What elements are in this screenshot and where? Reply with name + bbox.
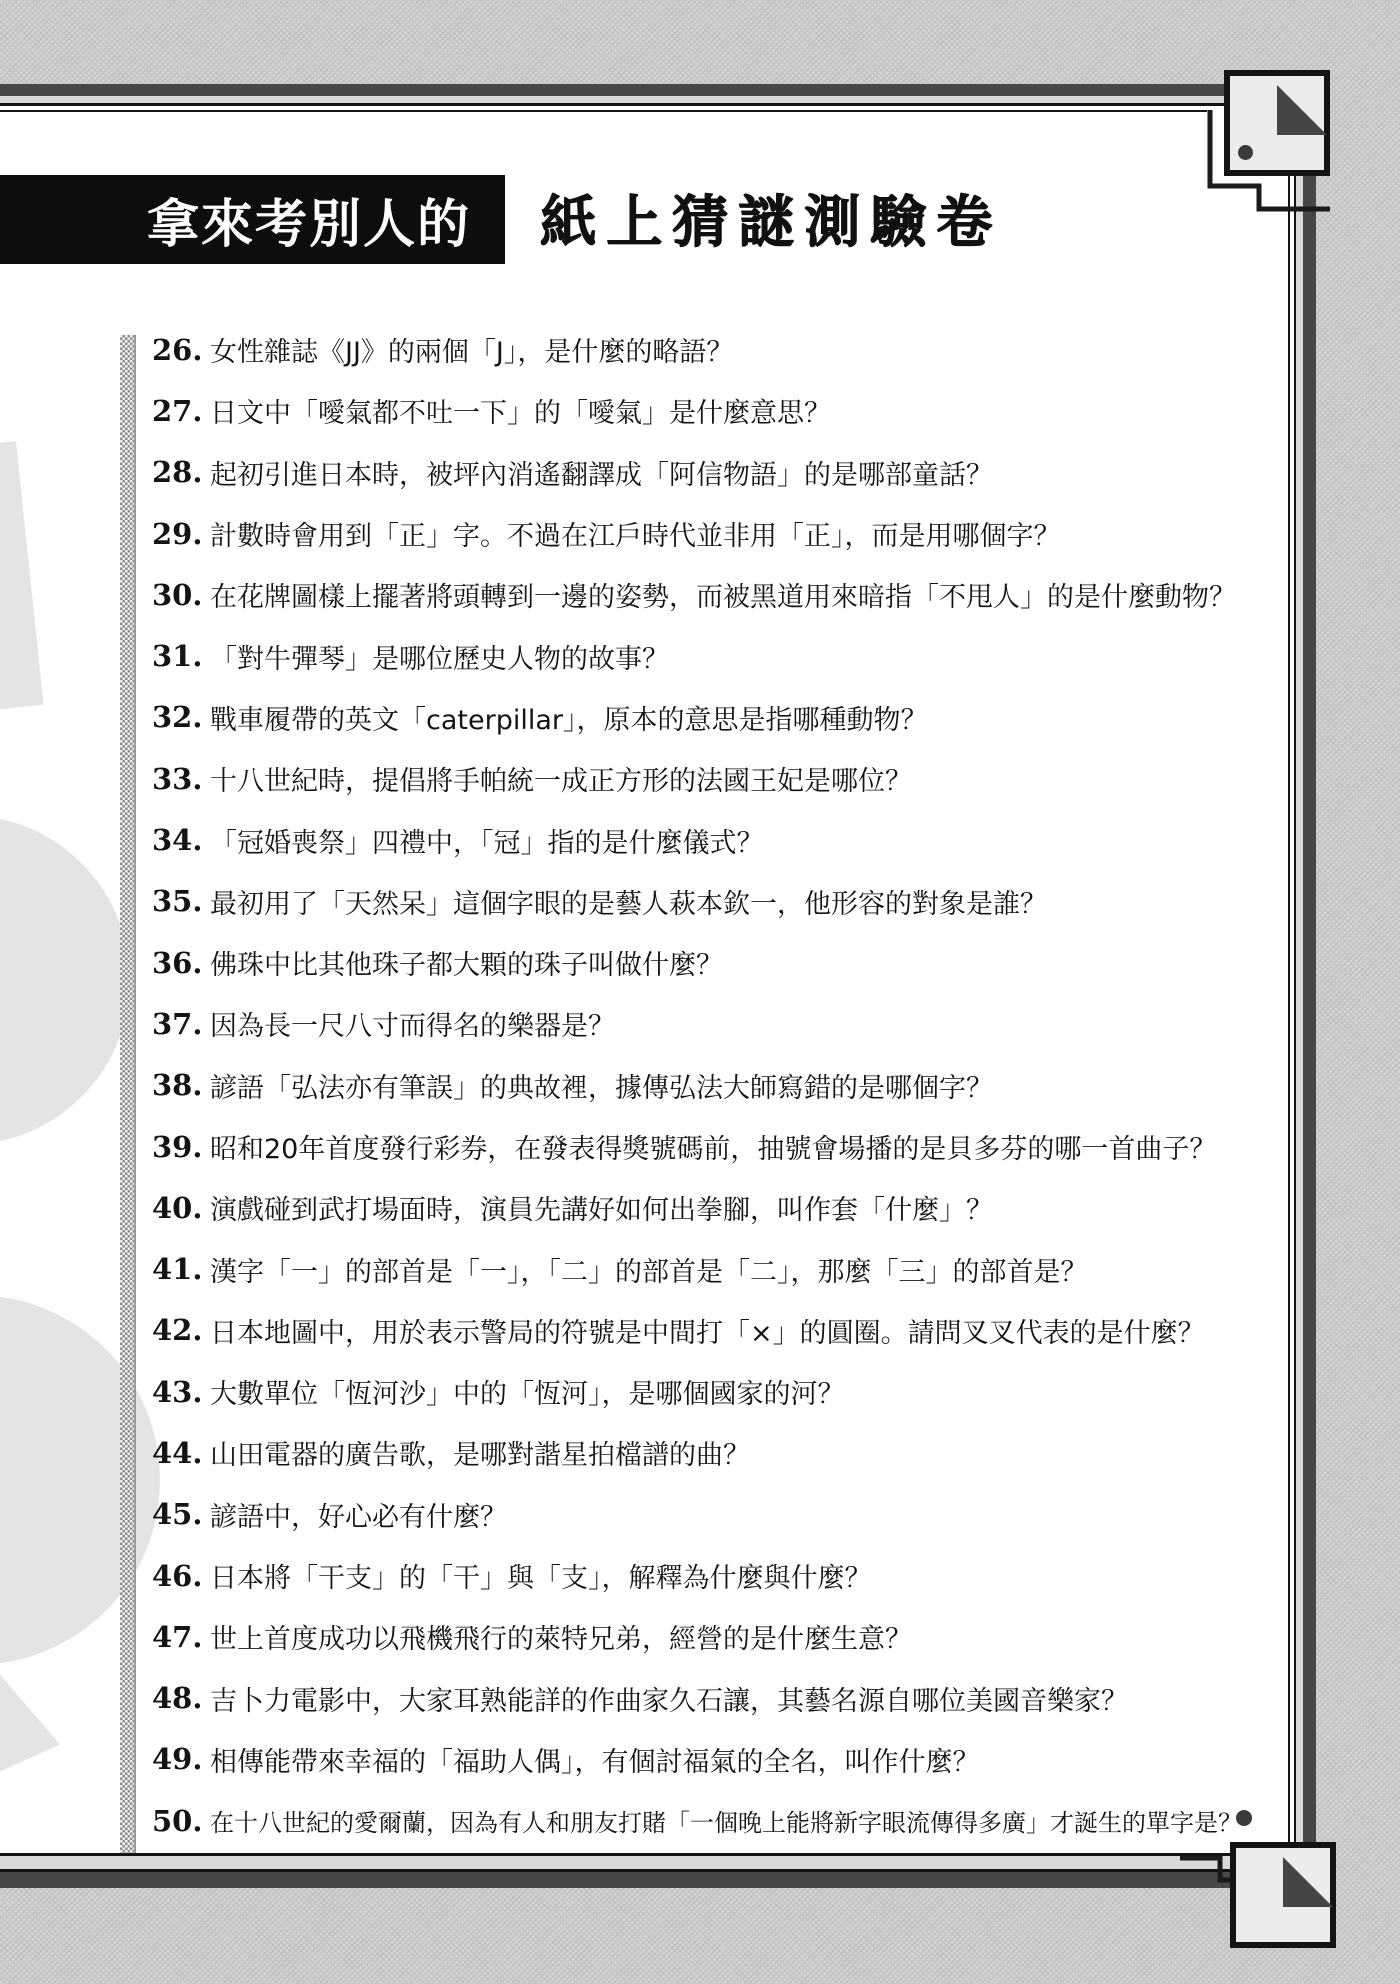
- question-row: [152, 442, 1282, 503]
- question-text: 「冠婚喪祭」四禮中，「冠」指的是什麼儀式？: [210, 827, 764, 859]
- question-row: [152, 748, 1282, 809]
- question-number: 44.: [152, 1435, 203, 1470]
- frame-border-bottom-dark: [0, 1872, 1233, 1888]
- question-list-side-bar: [120, 335, 136, 1853]
- frame-border-right-line: [1288, 173, 1290, 1845]
- question-text: 大數單位「恆河沙」中的「恆河」，是哪個國家的河？: [210, 1379, 845, 1411]
- question-row: [152, 1484, 1282, 1545]
- question-row: [152, 1238, 1282, 1299]
- question-row: [152, 564, 1282, 625]
- question-number: 32.: [152, 700, 203, 735]
- question-row: [152, 380, 1282, 441]
- question-text: 「對牛彈琴」是哪位歷史人物的故事？: [210, 643, 669, 675]
- question-number: 34.: [152, 823, 203, 858]
- question-text: 佛珠中比其他珠子都大顆的珠子叫做什麼？: [210, 950, 723, 982]
- question-text: 山田電器的廣告歌，是哪對諧星拍檔譜的曲？: [210, 1440, 750, 1472]
- question-row: [152, 1177, 1282, 1238]
- question-row: [152, 319, 1282, 380]
- question-text: 日本地圖中，用於表示警局的符號是中間打「×」的圓圈。請問叉叉代表的是什麼？: [210, 1317, 1205, 1349]
- question-text: 昭和20年首度發行彩券，在發表得獎號碼前，抽號會場播的是貝多芬的哪一首曲子？: [210, 1134, 1217, 1165]
- question-text: 相傳能帶來幸福的「福助人偶」，有個討福氣的全名，叫作什麼？: [210, 1746, 980, 1778]
- question-number: 46.: [152, 1558, 203, 1593]
- question-row: [152, 993, 1282, 1054]
- question-row: [152, 1729, 1282, 1790]
- frame-border-top-inner-line: [0, 110, 1207, 112]
- question-text: 最初用了「天然呆」這個字眼的是藝人萩本欽一，他形容的對象是誰？: [210, 888, 1047, 920]
- question-number: 48.: [152, 1681, 203, 1716]
- question-row: [152, 1300, 1282, 1361]
- question-number: 42.: [152, 1313, 203, 1348]
- question-row: [152, 871, 1282, 932]
- question-number: 36.: [152, 945, 203, 980]
- question-text: 起初引進日本時，被坪內消遙翻譯成「阿信物語」的是哪部童話？: [210, 459, 993, 491]
- question-number: 29.: [152, 516, 203, 551]
- question-number: 28.: [152, 455, 203, 490]
- question-row: [152, 687, 1282, 748]
- question-number: 30.: [152, 577, 203, 612]
- question-number: 39.: [152, 1129, 203, 1164]
- question-text: 因為長一尺八寸而得名的樂器是？: [210, 1011, 615, 1043]
- question-text: 十八世紀時，提倡將手帕統一成正方形的法國王妃是哪位？: [210, 766, 912, 798]
- frame-border-right-dark: [1303, 173, 1316, 1845]
- decorative-dot: [1238, 145, 1253, 160]
- question-text: 日文中「噯氣都不吐一下」的「噯氣」是什麼意思？: [210, 398, 831, 430]
- question-number: 31.: [152, 639, 203, 674]
- question-number: 50.: [152, 1803, 203, 1838]
- question-number: 35.: [152, 884, 203, 919]
- frame-border-right-light: [1296, 173, 1303, 1845]
- question-row: [152, 1361, 1282, 1422]
- question-row: [152, 1116, 1282, 1177]
- corner-arrow-icon: [1180, 50, 1400, 265]
- question-number: 43.: [152, 1374, 203, 1409]
- question-text: 戰車履帶的英文「caterpillar」，原本的意思是指哪種動物？: [210, 704, 928, 736]
- question-text: 吉卜力電影中，大家耳熟能詳的作曲家久石讓，其藝名源自哪位美國音樂家？: [210, 1685, 1128, 1717]
- question-list: [152, 319, 1282, 1851]
- question-text: 諺語中，好心必有什麼？: [210, 1501, 507, 1533]
- question-row: [152, 1790, 1282, 1851]
- question-number: 37.: [152, 1006, 203, 1041]
- question-text: 計數時會用到「正」字。不過在江戶時代並非用「正」，而是用哪個字？: [210, 521, 1061, 553]
- question-row: [152, 1668, 1282, 1729]
- header-badge-label: 拿來考別人的: [146, 194, 471, 255]
- question-row: [152, 1055, 1282, 1116]
- question-text: 世上首度成功以飛機飛行的萊特兄弟，經營的是什麼生意？: [210, 1624, 912, 1656]
- frame-border-top-dark: [0, 84, 1227, 96]
- question-row: [152, 1606, 1282, 1667]
- frame-border-top-light: [0, 96, 1227, 103]
- question-number: 47.: [152, 1619, 203, 1654]
- question-text: 演戲碰到武打場面時，演員先講好如何出拳腳，叫作套「什麼」？: [210, 1195, 993, 1227]
- question-number: 40.: [152, 1190, 203, 1225]
- page-title: 紙上猜謎測驗卷: [540, 190, 1002, 255]
- question-text: 在花牌圖樣上擺著將頭轉到一邊的姿勢，而被黑道用來暗指「不甩人」的是什麼動物？: [210, 582, 1236, 614]
- question-number: 41.: [152, 1252, 203, 1287]
- question-row: [152, 1422, 1282, 1483]
- question-row: [152, 809, 1282, 870]
- question-number: 38.: [152, 1068, 203, 1103]
- frame-border-top-line: [0, 103, 1227, 106]
- question-number: 49.: [152, 1742, 203, 1777]
- question-text: 漢字「一」的部首是「一」，「二」的部首是「二」，那麼「三」的部首是？: [210, 1256, 1088, 1288]
- question-number: 33.: [152, 761, 203, 796]
- question-row: [152, 932, 1282, 993]
- question-text: 日本將「干支」的「干」與「支」，解釋為什麼與什麼？: [210, 1563, 872, 1595]
- question-number: 26.: [152, 332, 203, 367]
- question-text: 諺語「弘法亦有筆誤」的典故裡，據傳弘法大師寫錯的是哪個字？: [210, 1072, 993, 1104]
- question-text: 女性雜誌《JJ》的兩個「J」，是什麼的略語？: [210, 337, 734, 369]
- question-row: [152, 503, 1282, 564]
- question-number: 45.: [152, 1497, 203, 1532]
- header-badge: [0, 175, 505, 264]
- question-row: [152, 1545, 1282, 1606]
- question-text: 在十八世紀的愛爾蘭，因為有人和朋友打賭「一個晚上能將新字眼流傳得多廣」才誕生的單字是？: [210, 1809, 1242, 1838]
- frame-border-bottom-light: [0, 1856, 1233, 1869]
- question-row: [152, 625, 1282, 686]
- question-number: 27.: [152, 393, 203, 428]
